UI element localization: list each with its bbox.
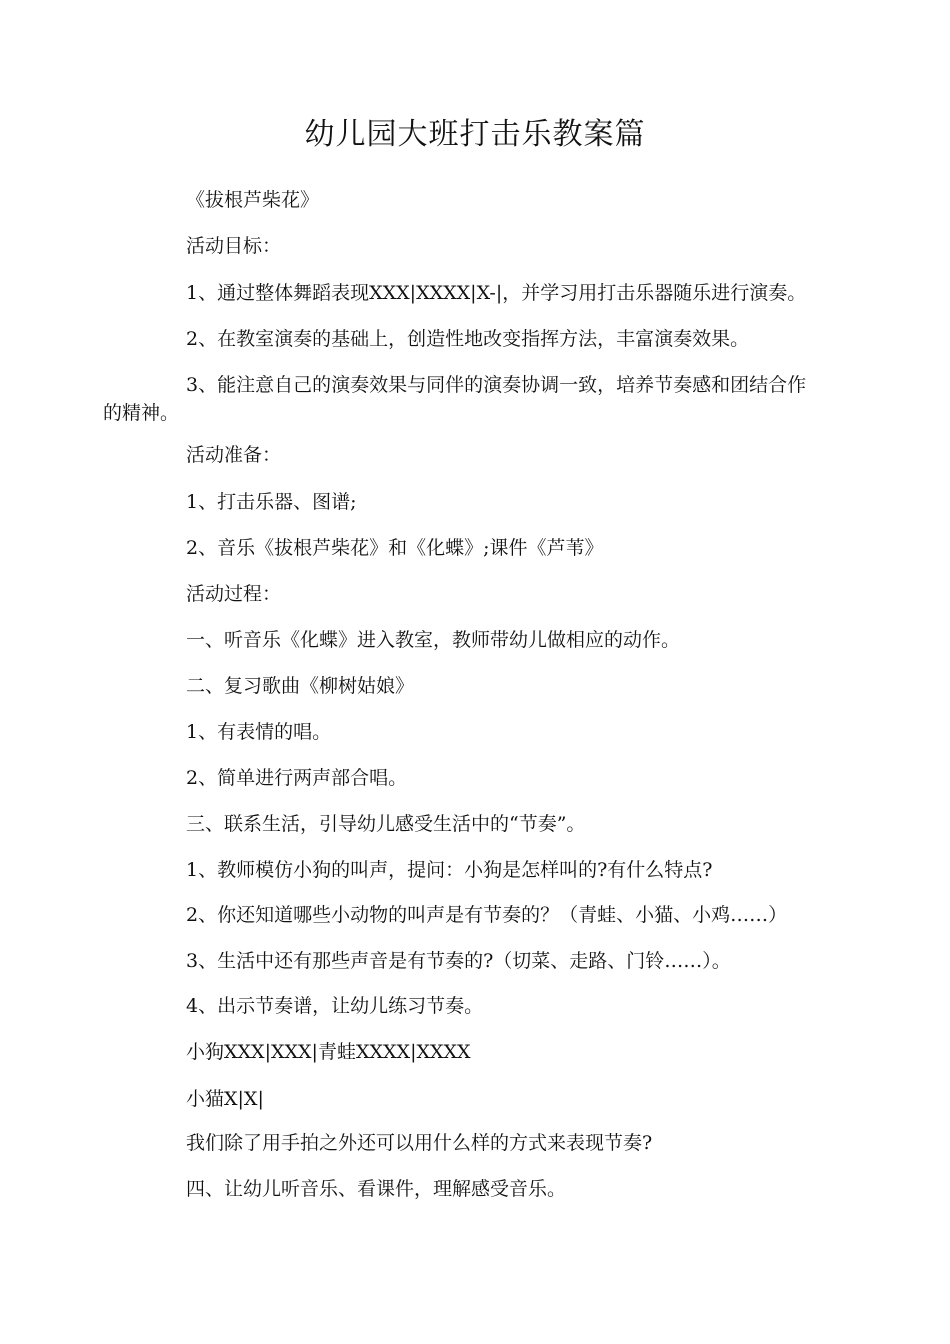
process-step-2-item-2: 2、简单进行两声部合唱。 [186, 767, 408, 789]
preparation-item-2: 2、音乐《拔根芦柴花》和《化蝶》;课件《芦苇》 [186, 537, 604, 559]
question-line: 我们除了用手拍之外还可以用什么样的方式来表现节奏? [186, 1132, 653, 1154]
process-step-2: 二、复习歌曲《柳树姑娘》 [186, 675, 415, 697]
goal-item-1: 1、通过整体舞蹈表现XXX|XXXX|X-|，并学习用打击乐器随乐进行演奏。 [186, 282, 807, 304]
process-step-3-item-1: 1、教师模仿小狗的叫声，提问：小狗是怎样叫的?有什么特点? [186, 859, 713, 881]
preparation-item-1: 1、打击乐器、图谱; [186, 491, 357, 513]
goal-item-3: 3、能注意自己的演奏效果与同伴的演奏协调一致，培养节奏感和团结合作 [186, 374, 807, 396]
heading-process: 活动过程： [186, 583, 282, 605]
process-step-3: 三、联系生活，引导幼儿感受生活中的“节奏”。 [186, 813, 586, 835]
rhythm-line-dog-frog: 小狗XXX|XXX|青蛙XXXX|XXXX [186, 1041, 471, 1063]
rhythm-line-cat: 小猫X|X| [186, 1088, 264, 1110]
heading-goals: 活动目标： [186, 235, 282, 257]
process-step-3-item-3: 3、生活中还有那些声音是有节奏的?（切菜、走路、门铃……）。 [186, 950, 731, 972]
process-step-4: 四、让幼儿听音乐、看课件，理解感受音乐。 [186, 1178, 567, 1200]
goal-item-2: 2、在教室演奏的基础上，创造性地改变指挥方法，丰富演奏效果。 [186, 328, 750, 350]
process-step-1: 一、听音乐《化蝶》进入教室，教师带幼儿做相应的动作。 [186, 629, 681, 651]
heading-preparation: 活动准备： [186, 444, 282, 466]
process-step-3-item-2: 2、你还知道哪些小动物的叫声是有节奏的？（青蛙、小猫、小鸡……） [186, 904, 788, 926]
process-step-2-item-1: 1、有表情的唱。 [186, 721, 332, 743]
document-title: 幼儿园大班打击乐教案篇 [304, 117, 646, 152]
goal-item-3-continued: 的精神。 [103, 402, 180, 424]
paragraph-song-title: 《拔根芦柴花》 [186, 189, 320, 211]
process-step-3-item-4: 4、出示节奏谱，让幼儿练习节奏。 [186, 995, 484, 1017]
